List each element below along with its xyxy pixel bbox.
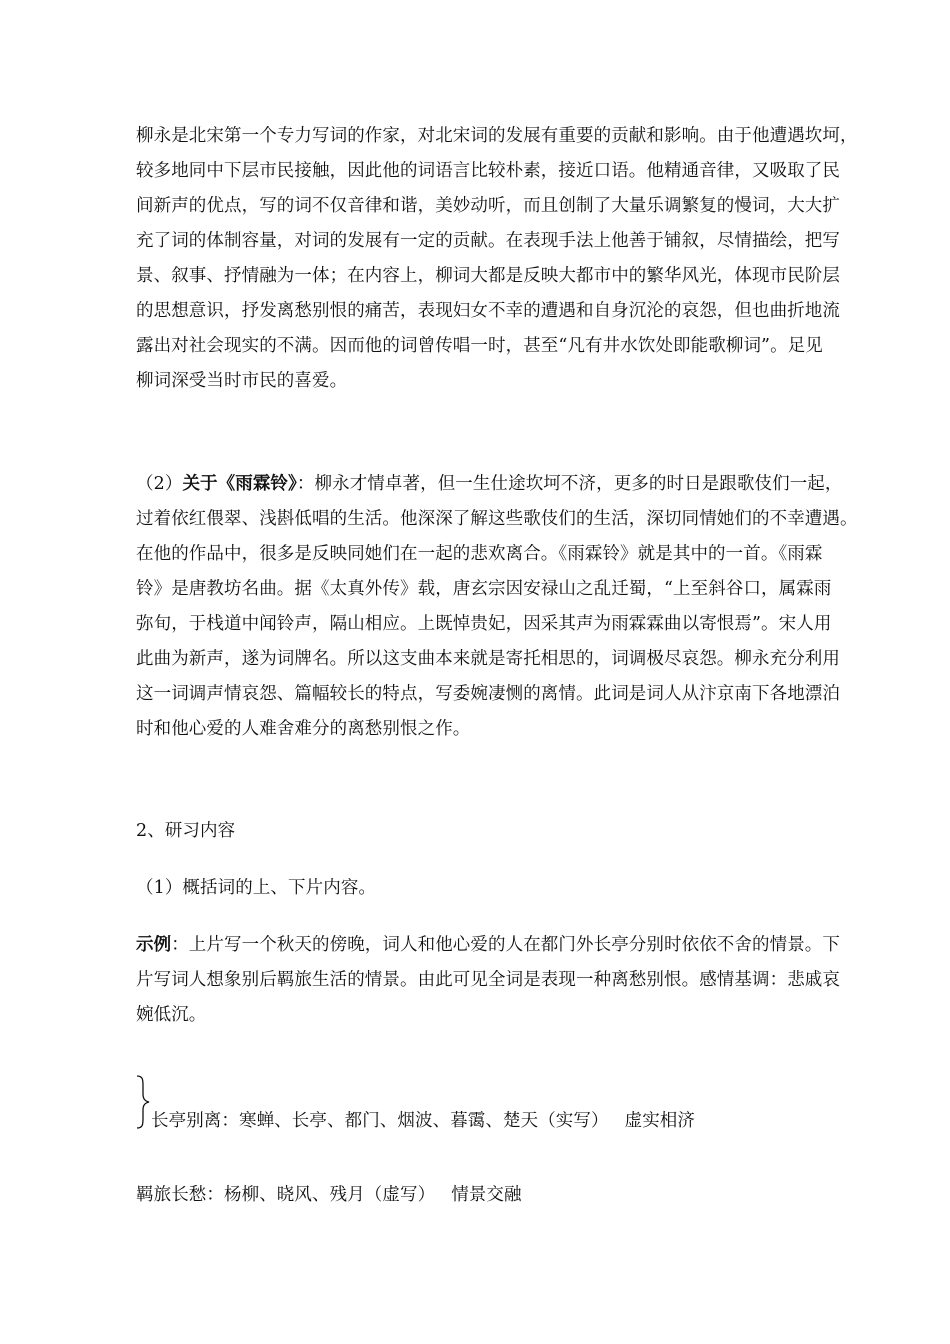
paragraph-line: 婉低沉。	[136, 1005, 207, 1025]
paragraph-line: 片写词人想象别后羁旅生活的情景。由此可见全词是表现一种离愁别恨。感情基调：悲戚哀	[136, 970, 840, 990]
summary-items: 羁旅长愁：杨柳、晓风、残月（虚写）	[136, 1185, 436, 1205]
summary-row-1	[151, 1104, 811, 1139]
paragraph-line: 露出对社会现实的不满。因而他的词曾传唱一时，甚至“凡有井水饮处即能歌柳词”。足见	[136, 336, 823, 356]
line-text: ：柳永才情卓著，但一生仕途坎坷不济，更多的时日是跟歌伎们一起，	[296, 474, 843, 494]
curly-brace-icon	[133, 1074, 153, 1130]
line-text: ：上片写一个秋天的傍晚，词人和他心爱的人在都门外长亭分别时依依不舍的情景。下	[171, 935, 840, 955]
summary-note: 情景交融	[451, 1185, 522, 1205]
paragraph-line: 的思想意识，抒发离愁别恨的痛苦，表现妇女不幸的遭遇和自身沉沦的哀怨，但也曲折地流	[136, 301, 840, 321]
paragraph-line: 铃》是唐教坊名曲。据《太真外传》载，唐玄宗因安禄山之乱迁蜀，“上至斜谷口，属霖雨	[136, 579, 832, 599]
example-label: 示例	[136, 935, 172, 955]
paragraph-line: 此曲为新声，遂为词牌名。所以这支曲本来就是寄托相思的，词调极尽哀怨。柳永充分利用	[136, 649, 840, 669]
paragraph-line: 这一词调声情哀怨、篇幅较长的特点，写委婉凄恻的离情。此词是词人从汴京南下各地漂泊	[136, 684, 840, 704]
paragraph-line: 柳永是北宋第一个专力写词的作家，对北宋词的发展有重要的贡献和影响。由于他遭遇坎坷，	[136, 126, 858, 146]
paragraph-line: 景、叙事、抒情融为一体；在内容上，柳词大都是反映大都市中的繁华风光，体现市民阶层	[136, 266, 840, 286]
yulinling-paragraph	[136, 467, 858, 747]
summary-line	[151, 1104, 811, 1139]
question-text: （1）概括词的上、下片内容。	[136, 878, 377, 898]
paragraph-line: 柳词深受当时市民的喜爱。	[136, 371, 348, 391]
item-number: （2）	[136, 474, 183, 494]
paragraph-line: 充了词的体制容量，对词的发展有一定的贡献。在表现手法上他善于铺叙，尽情描绘，把写	[136, 231, 840, 251]
paragraph-line: 较多地同中下层市民接触，因此他的词语言比较朴素，接近口语。他精通音律，又吸取了民	[136, 161, 840, 181]
summary-note: 虚实相济	[624, 1111, 696, 1131]
summary-items: 长亭别离：寒蝉、长亭、都门、烟波、暮霭、楚天（实写）	[151, 1111, 609, 1131]
paragraph-line: 弥旬，于栈道中闻铃声，隔山相应。上既悼贵妃，因采其声为雨霖霖曲以寄恨焉”。宋人用	[136, 614, 832, 634]
paragraph-line: 在他的作品中，很多是反映同她们在一起的悲欢离合。《雨霖铃》就是其中的一首。《雨霖	[136, 544, 823, 564]
question-1	[136, 871, 808, 906]
paragraph-line	[136, 467, 843, 502]
summary-line	[136, 1178, 808, 1213]
paragraph-line: 间新声的优点，写的词不仅音律和谐，美妙动听，而且创制了大量乐调繁复的慢词，大大扩	[136, 196, 840, 216]
intro-paragraph	[136, 119, 858, 399]
example-paragraph	[136, 928, 840, 1033]
section-title	[136, 814, 808, 849]
summary-row-2	[136, 1178, 808, 1213]
paragraph-line: 过着依红偎翠、浅斟低唱的生活。他深深了解这些歌伎们的生活，深切同情她们的不幸遭遇。	[136, 509, 858, 529]
paragraph-line: 时和他心爱的人难舍难分的离愁别恨之作。	[136, 719, 471, 739]
paragraph-line	[136, 928, 840, 963]
bold-heading: 关于《雨霖铃》	[182, 474, 297, 494]
section-title-text: 2、研习内容	[136, 821, 236, 841]
